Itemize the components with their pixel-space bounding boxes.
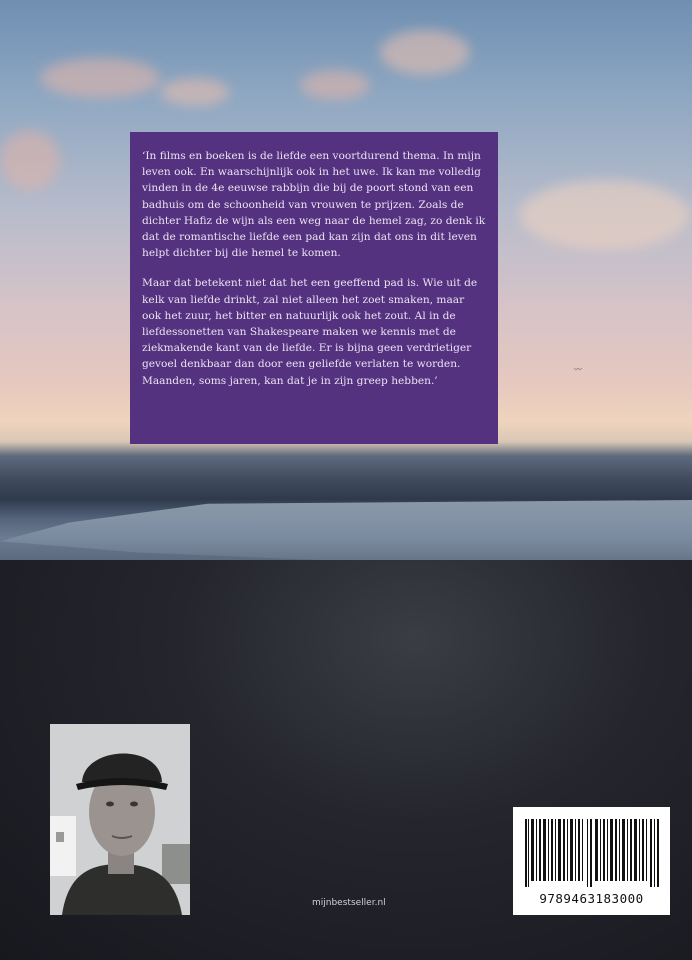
isbn-number: 9789463183000 — [539, 891, 644, 906]
cloud — [160, 78, 230, 106]
blurb-paragraph-1: ‘In films en boeken is de liefde een voortdurend thema. In mijn leven ook. En waarschijnlijk ook in het uwe. Ik kan me volledig vinden in de 4e eeuwse rabbijn die bij de poort stond van een badhuis om de schoonheid van vrouwen te prijzen. Zoals de dichter Hafiz de wijn als een weg naar de hemel zag, zo denk ik dat de romantische liefde een pad kan zijn dat ons in dit leven helpt dichter bij die hemel te komen. — [142, 150, 486, 260]
barcode — [513, 807, 670, 915]
cloud — [520, 180, 690, 250]
blurb-paragraph-2: Maar dat betekent niet dat het een geeffend pad is. Wie uit de kelk van liefde drinkt, zal niet alleen het zoet smaken, maar ook het zuur, het bitter en natuurlijk ook het zout. Al in de liefdessonetten van Shakespeare maken we kennis met de ziekmakende kant van de liefde. Er is bijna geen verdrietiger gevoel denkbaar dan door een geliefde verlaten te worden. Maanden, soms jaren, kan dat je in zijn greep hebben.’ — [142, 277, 478, 387]
cloud — [380, 30, 470, 75]
cloud — [300, 70, 370, 100]
publisher-name: mijnbestseller.nl — [312, 898, 386, 908]
cloud — [40, 58, 160, 98]
blurb-panel — [130, 132, 498, 444]
bird-icon: 〰 — [574, 365, 582, 374]
cloud — [0, 130, 60, 190]
barcode-icon — [523, 819, 660, 887]
author-photo — [50, 724, 190, 915]
